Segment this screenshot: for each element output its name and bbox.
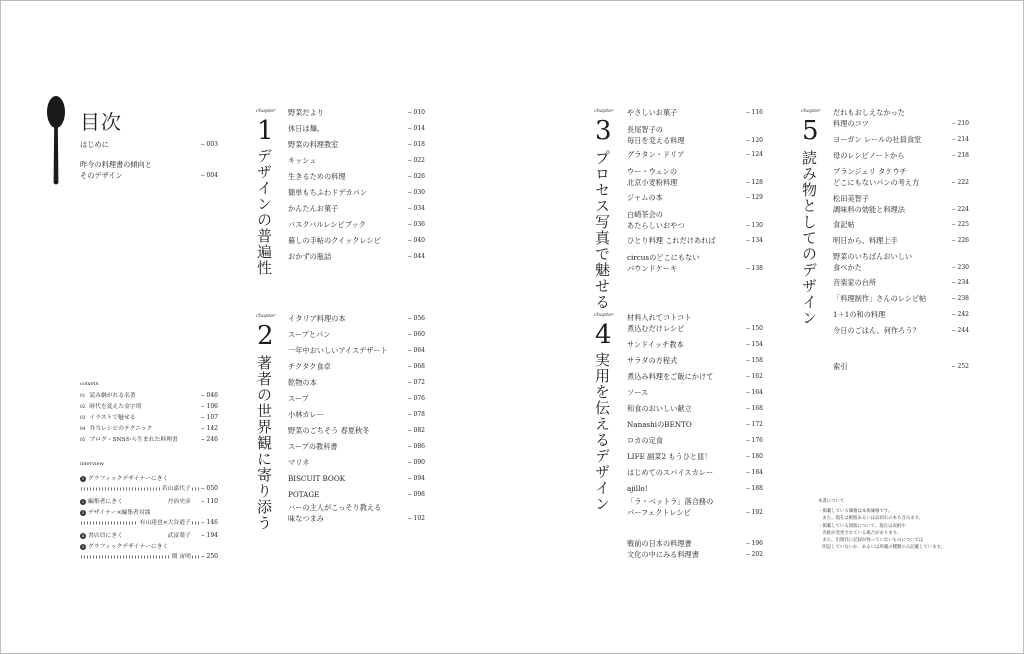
- entry-page: ‒ 154: [745, 341, 763, 348]
- interview-label: グラフィックデザイナーにきく: [88, 476, 169, 482]
- interview-page: ‒ 110: [200, 498, 218, 505]
- chapter-entry[interactable]: [833, 134, 969, 145]
- entry-label: チクタク食卓: [288, 362, 331, 371]
- entry-page: ‒ 040: [407, 237, 425, 244]
- chapter-entry[interactable]: [627, 419, 763, 430]
- chapter-entry[interactable]: [288, 361, 425, 372]
- entry-label: 音楽家の台所: [833, 278, 877, 287]
- chapter-entry[interactable]: [627, 166, 763, 188]
- column-number: 02: [80, 404, 86, 409]
- chapter-entry[interactable]: [627, 549, 763, 560]
- entry-page: ‒ 129: [745, 194, 763, 201]
- entry-page: ‒ 238: [951, 295, 969, 302]
- entry-page: ‒ 225: [951, 221, 969, 228]
- entry-label: 白崎茶会の あたらしいおやつ: [627, 210, 685, 230]
- chapter-entry[interactable]: [627, 387, 763, 398]
- chapter-entry[interactable]: [288, 393, 425, 404]
- entry-page: ‒ 226: [951, 237, 969, 244]
- chapter-entry[interactable]: [288, 235, 425, 246]
- chapter-entry[interactable]: [288, 409, 425, 420]
- chapter-entry[interactable]: [627, 483, 763, 494]
- chapter-title: 実用を伝えるデザイン: [593, 352, 611, 512]
- chapter-number: 5: [802, 116, 819, 146]
- entry-page: ‒ 022: [407, 157, 425, 164]
- chapter-entry[interactable]: [833, 219, 969, 230]
- chapter-entry[interactable]: [627, 107, 763, 118]
- chapter-number: 1: [257, 116, 274, 146]
- interview-line2: [80, 518, 218, 528]
- chapter-entry[interactable]: [833, 251, 969, 273]
- chapter-entry[interactable]: [288, 139, 425, 150]
- entry-page: ‒ 060: [407, 331, 425, 338]
- entry-label: 小林カレー: [288, 410, 324, 419]
- entry-label: 戦前の日本の料理書: [627, 539, 692, 548]
- chapter-entry[interactable]: [288, 251, 425, 262]
- chapter-label: chapter: [594, 108, 614, 114]
- entry-page: ‒ 230: [951, 264, 969, 271]
- column-page: ‒ 046: [200, 392, 218, 399]
- column-number: 01: [80, 393, 86, 398]
- entry-page: ‒ 196: [745, 540, 763, 547]
- page-title: 目次: [80, 110, 122, 134]
- entry-page: ‒ 018: [407, 141, 425, 148]
- intro-entry[interactable]: [80, 159, 218, 181]
- chapter-entry[interactable]: [288, 425, 425, 436]
- interview-name: 武富葉子: [167, 533, 191, 539]
- chapter-entry[interactable]: [288, 171, 425, 182]
- interview-line2: [80, 484, 218, 494]
- entry-label: 簡単もちふわドデカパン: [288, 188, 367, 197]
- chapter-entry[interactable]: [288, 457, 425, 468]
- entry-label: ブランジェリ タケウチ どこにもないパンの考え方: [833, 167, 920, 187]
- interview-page: ‒ 146: [200, 519, 218, 526]
- entry-page: ‒ 010: [407, 109, 425, 116]
- column-label: 読み継がれる名著: [89, 393, 136, 399]
- column-number: 03: [80, 415, 86, 420]
- column-page: ‒ 106: [200, 403, 218, 410]
- chapter-title: 著者の世界観に寄り添う: [255, 355, 273, 531]
- index-label: 索引: [833, 362, 848, 371]
- page-wrap: [201, 518, 218, 528]
- entry-label: 松田美智子 調味料の効能と料理法: [833, 194, 905, 214]
- entry-label: 食記帖: [833, 220, 855, 229]
- chapter-entry[interactable]: [833, 150, 969, 161]
- entry-page: ‒ 098: [407, 491, 425, 498]
- entry-page: ‒ 168: [745, 405, 763, 412]
- entry-label: circusのどこにもない パウンドケーキ: [627, 253, 700, 273]
- chapter-entry[interactable]: [288, 329, 425, 340]
- entry-page: ‒ 034: [407, 205, 425, 212]
- number-badge: 3: [81, 509, 85, 515]
- entry-page: ‒ 124: [745, 151, 763, 158]
- entry-label: スープとパン: [288, 330, 331, 339]
- entry-page: ‒ 004: [200, 172, 218, 179]
- chapter-title: プロセス写真で魅せる: [593, 150, 611, 310]
- entry-label: 1＋1の和の料理: [833, 310, 886, 319]
- chapter-entry[interactable]: [288, 473, 425, 484]
- chapter-entry[interactable]: [288, 441, 425, 452]
- column-number: 05: [80, 437, 86, 442]
- entry-label: マリネ: [288, 458, 310, 467]
- entry-label: ロカの定食: [627, 436, 663, 445]
- entry-page: ‒ 072: [407, 379, 425, 386]
- chapter-entry[interactable]: [833, 235, 969, 246]
- entry-page: ‒ 184: [745, 469, 763, 476]
- entry-page: ‒ 094: [407, 475, 425, 482]
- entry-label: BISCUIT BOOK: [288, 474, 346, 483]
- entry-page: ‒ 026: [407, 173, 425, 180]
- entry-label: 母のレシピノートから: [833, 151, 905, 160]
- interview-role: [80, 508, 218, 518]
- dot-leader: [126, 536, 165, 537]
- entry-label: はじめてのスパイスカレー: [627, 468, 714, 477]
- entry-label: 今日のごはん、何作ろう？: [833, 326, 920, 335]
- column-label: 弁当レシピのテクニック: [89, 426, 153, 432]
- interview-entry[interactable]: [80, 542, 218, 562]
- name-wrap: [138, 518, 191, 528]
- entry-label: 和食のおいしい献立: [627, 404, 692, 413]
- interview-label: 書店員にきく: [88, 533, 123, 539]
- intro-entry[interactable]: [80, 139, 218, 150]
- entry-label: ウー・ウェンの 北京小麦粉料理: [627, 167, 678, 187]
- entry-page: ‒ 202: [745, 551, 763, 558]
- entry-page: ‒ 068: [407, 363, 425, 370]
- entry-page: ‒ 102: [407, 515, 425, 522]
- chapter-entry[interactable]: [288, 502, 425, 524]
- chapter-entry[interactable]: [627, 496, 763, 518]
- entry-page: ‒ 138: [745, 265, 763, 272]
- interview-page: ‒ 050: [200, 485, 218, 492]
- entry-page: ‒ 188: [745, 485, 763, 492]
- entry-label: 材料入れてコトコト 煮込むだけレシピ: [627, 313, 692, 333]
- entry-page: ‒ 150: [745, 325, 763, 332]
- chapter-entry[interactable]: [627, 312, 763, 334]
- number-badge: 5: [81, 543, 85, 549]
- entry-label: バーの主人がこっそり教える 味なつまみ: [288, 503, 382, 523]
- entry-label: 昨今の料理書の傾向と そのデザイン: [80, 160, 152, 180]
- entry-page: ‒ 056: [407, 315, 425, 322]
- entry-label: おかずの瓶詰: [288, 252, 332, 261]
- note-line: また、出版社に記録が残っていないものについては: [818, 538, 924, 544]
- chapter-title: デザインの普遍性: [255, 148, 273, 276]
- chapter-label: chapter: [256, 313, 276, 319]
- chapter-label: chapter: [801, 108, 821, 114]
- entry-label: グラタン・ドリア: [627, 150, 685, 159]
- chapter-entry[interactable]: [833, 309, 969, 320]
- entry-page: ‒ 064: [407, 347, 425, 354]
- interview-entry[interactable]: [80, 497, 218, 507]
- chapter-entry[interactable]: [288, 123, 425, 134]
- entry-label: 野菜の料理教室: [288, 140, 339, 149]
- dot-leader: [126, 502, 165, 503]
- entry-label: ソース: [627, 388, 649, 397]
- chapter-entry[interactable]: [627, 538, 763, 549]
- entry-page: ‒ 180: [745, 453, 763, 460]
- entry-label: 「料理制作」さんのレシピ帖: [833, 294, 927, 303]
- chapter-entry[interactable]: [627, 435, 763, 446]
- interview-entry[interactable]: [80, 531, 218, 541]
- name-wrap: [160, 484, 191, 494]
- column-page: ‒ 107: [200, 414, 218, 421]
- chapter-number: 4: [595, 320, 612, 350]
- page-wrap: [201, 552, 218, 562]
- chapter-entry[interactable]: [627, 252, 763, 274]
- chapter-entry[interactable]: [288, 155, 425, 166]
- interview-entry[interactable]: [80, 508, 218, 528]
- chapter-entry[interactable]: [833, 277, 969, 288]
- entry-page: ‒ 078: [407, 411, 425, 418]
- chapter-entry[interactable]: [288, 219, 425, 230]
- book-notes: [818, 498, 988, 551]
- entry-label: POTAGE: [288, 490, 320, 499]
- index-page: ‒ 252: [951, 363, 969, 370]
- number-badge: 1: [81, 475, 85, 481]
- column-label: 時代を変えた金字塔: [89, 404, 142, 410]
- chapter-entry[interactable]: [627, 124, 763, 146]
- note-heading: 本書について: [818, 499, 845, 504]
- entry-page: ‒ 234: [951, 279, 969, 286]
- chapter-entry[interactable]: [833, 293, 969, 304]
- column-heading: column: [80, 381, 99, 387]
- column-number: 04: [80, 426, 86, 431]
- page-wrap: [201, 484, 218, 494]
- note-line: また、現在は絶版あるいは品切れの本も含みます。: [818, 516, 924, 522]
- column-label: ブログ・SNSから生まれた料理書: [89, 437, 178, 443]
- interview-label: 編集者にきく: [88, 499, 123, 505]
- chapter-entry[interactable]: [288, 107, 425, 118]
- chapter-entry[interactable]: [627, 339, 763, 350]
- interview-page: ‒ 250: [200, 553, 218, 560]
- chapter-entry[interactable]: [833, 166, 969, 188]
- entry-page: ‒ 014: [407, 125, 425, 132]
- entry-label: 文化の中にみる料理書: [627, 550, 699, 559]
- entry-label: サラダの方程式: [627, 356, 678, 365]
- chapter-entry[interactable]: [627, 235, 763, 246]
- entry-page: ‒ 082: [407, 427, 425, 434]
- entry-page: ‒ 003: [200, 141, 218, 148]
- entry-label: ajillo!: [627, 484, 648, 493]
- entry-page: ‒ 222: [951, 179, 969, 186]
- column-entry[interactable]: [80, 402, 218, 412]
- entry-label: スープ: [288, 394, 309, 403]
- entry-page: ‒ 214: [951, 136, 969, 143]
- index-entry[interactable]: [833, 361, 969, 372]
- entry-label: 乾物の本: [288, 378, 317, 387]
- number-badge: 4: [81, 533, 85, 538]
- entry-label: ひとり料理 これだけあれば: [627, 236, 716, 245]
- entry-page: ‒ 044: [407, 253, 425, 260]
- entry-label: 煮込み料理をご飯にかけて: [627, 372, 714, 381]
- interview-label: デザイナー×編集者対談: [88, 510, 151, 516]
- entry-page: ‒ 242: [951, 311, 969, 318]
- interview-entry[interactable]: [80, 474, 218, 494]
- chapter-entry[interactable]: [288, 345, 425, 356]
- chapter-entry[interactable]: [288, 377, 425, 388]
- chapter-title: 読み物としてのデザイン: [800, 150, 818, 326]
- entry-label: 生きるための料理: [288, 172, 346, 181]
- interview-name: 若山嘉代子: [161, 486, 191, 492]
- note-line: ・掲載している価格は本体価格です。: [818, 509, 893, 515]
- chapter-entry[interactable]: [627, 467, 763, 478]
- column-label: イラストで魅せる: [89, 415, 136, 421]
- entry-label: 明日から、料理上手: [833, 236, 898, 245]
- entry-label: イタリア料理の本: [288, 314, 346, 323]
- entry-page: ‒ 130: [745, 222, 763, 229]
- column-entry[interactable]: [80, 435, 218, 445]
- note-line: 明記していないか、あるいは所蔵の種類のみ記載しています。: [818, 545, 945, 551]
- entry-page: ‒ 120: [745, 137, 763, 144]
- name-wrap: [170, 552, 191, 562]
- chapter-entry[interactable]: [627, 371, 763, 382]
- entry-page: ‒ 164: [745, 389, 763, 396]
- interview-role: [80, 531, 218, 541]
- interview-page: ‒ 194: [200, 532, 218, 539]
- chapter-entry[interactable]: [627, 403, 763, 414]
- interview-line2: [80, 552, 218, 562]
- chapter-entry[interactable]: [288, 313, 425, 324]
- entry-label: 長尾智子の 毎日を変える料理: [627, 125, 685, 145]
- chapter-number: 3: [595, 116, 612, 146]
- entry-page: ‒ 036: [407, 221, 425, 228]
- note-lines: [818, 508, 988, 551]
- entry-label: サンドイッチ教本: [627, 340, 684, 349]
- interview-role: [80, 497, 218, 507]
- interview-name: 丹治史彦: [167, 499, 191, 505]
- entry-label: 暮しの手帖のクイックレシピ: [288, 236, 381, 245]
- entry-label: ヨーガン レールの社員食堂: [833, 135, 922, 144]
- entry-page: ‒ 086: [407, 443, 425, 450]
- entry-label: LIFE 副菜2 もうひと皿！: [627, 452, 712, 461]
- entry-page: ‒ 162: [745, 373, 763, 380]
- column-page: ‒ 246: [200, 436, 218, 443]
- interview-name: 有山達也×大谷道子: [139, 520, 191, 526]
- entry-label: 野菜だより: [288, 108, 324, 117]
- entry-label: バスクバルレシピブック: [288, 220, 366, 229]
- entry-page: ‒ 224: [951, 206, 969, 213]
- entry-page: ‒ 192: [745, 509, 763, 516]
- entry-page: ‒ 172: [745, 421, 763, 428]
- entry-label: 一年中おいしいアイスデザート: [288, 346, 388, 355]
- entry-label: だれもおしえなかった 料理のコツ: [833, 108, 905, 128]
- chapter-entry[interactable]: [833, 193, 969, 215]
- entry-label: NanashiのBENTO: [627, 420, 692, 429]
- interview-role: [80, 474, 218, 484]
- entry-page: ‒ 116: [745, 109, 763, 116]
- chapter-entry[interactable]: [627, 149, 763, 160]
- chapter-entry[interactable]: [627, 192, 763, 203]
- column-entry[interactable]: [80, 391, 218, 401]
- entry-label: 野菜のいちばんおいしい 食べかた: [833, 252, 913, 272]
- column-entry[interactable]: [80, 413, 218, 423]
- column-page: ‒ 142: [200, 425, 218, 432]
- chapter-entry[interactable]: [833, 107, 969, 129]
- entry-page: ‒ 244: [951, 327, 969, 334]
- entry-label: スープの教科書: [288, 442, 338, 451]
- column-entry[interactable]: [80, 424, 218, 434]
- entry-label: 休日は麺。: [288, 124, 324, 133]
- note-line: ・掲載している図版について、現在は表紙や: [818, 523, 906, 529]
- entry-label: かんたんお菓子: [288, 204, 339, 213]
- chapter-label: chapter: [594, 312, 614, 318]
- chapter-entry[interactable]: [627, 451, 763, 462]
- interview-name: 関 宙明: [171, 554, 191, 560]
- number-badge: 2: [81, 499, 85, 504]
- entry-page: ‒ 158: [745, 357, 763, 364]
- chapter-entry[interactable]: [627, 355, 763, 366]
- entry-label: 野菜のごちそう 春夏秋冬: [288, 426, 370, 435]
- entry-label: ジャムの本: [627, 193, 663, 202]
- note-line: 名称が変更されている場合があります。: [818, 530, 902, 536]
- chapter-entry[interactable]: [288, 489, 425, 500]
- chapter-entry[interactable]: [288, 203, 425, 214]
- chapter-entry[interactable]: [833, 325, 969, 336]
- entry-page: ‒ 176: [745, 437, 763, 444]
- entry-page: ‒ 090: [407, 459, 425, 466]
- entry-label: キッシュ: [288, 156, 317, 165]
- interview-label: グラフィックデザイナーにきく: [88, 544, 169, 550]
- chapter-entry[interactable]: [288, 187, 425, 198]
- entry-page: ‒ 030: [407, 189, 425, 196]
- entry-page: ‒ 076: [407, 395, 425, 402]
- entry-page: ‒ 128: [745, 179, 763, 186]
- entry-label: やさしいお菓子: [627, 108, 678, 117]
- interview-heading: interview: [80, 461, 104, 467]
- chapter-entry[interactable]: [627, 209, 763, 231]
- chapter-number: 2: [257, 321, 274, 351]
- entry-page: ‒ 218: [951, 152, 969, 159]
- entry-page: ‒ 134: [745, 237, 763, 244]
- spoon-icon: [44, 95, 68, 187]
- entry-page: ‒ 210: [951, 120, 969, 127]
- interview-role: [80, 542, 218, 552]
- entry-label: はじめに: [80, 140, 109, 149]
- chapter-label: chapter: [256, 108, 276, 114]
- entry-label: 「ラ・ベットラ」落合務の パーフェクトレシピ: [627, 497, 714, 517]
